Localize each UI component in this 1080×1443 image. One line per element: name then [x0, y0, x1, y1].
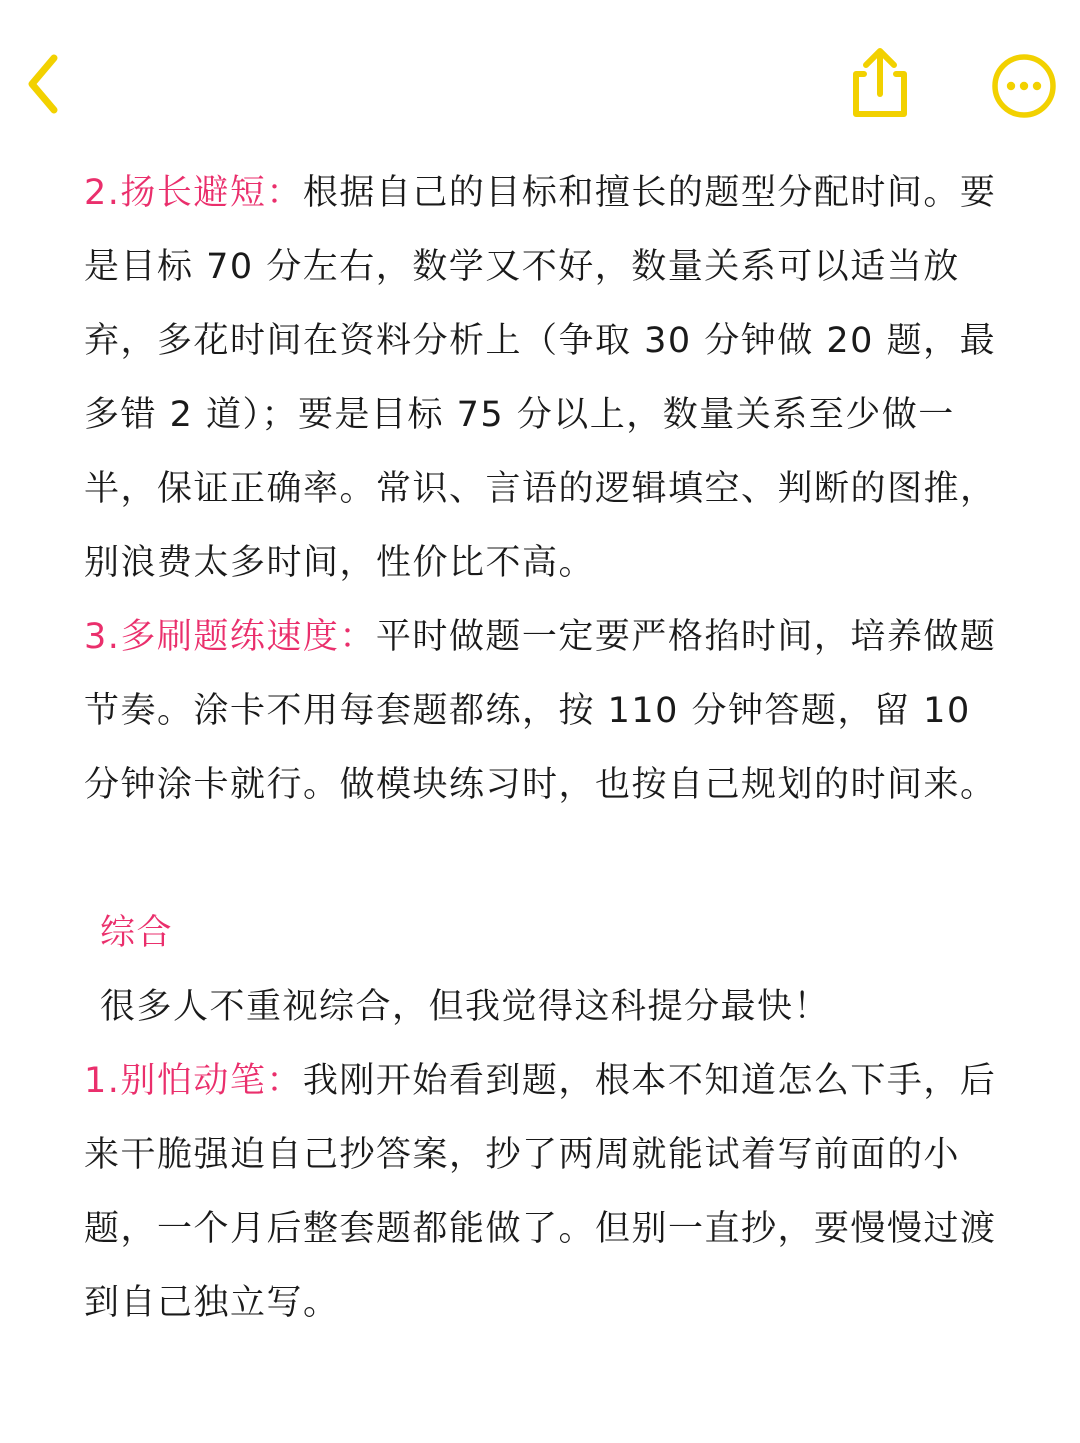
- share-icon: [842, 42, 918, 122]
- chevron-left-icon: [18, 48, 72, 120]
- tip-3-paragraph: [84, 600, 1004, 822]
- section-title: 综合: [100, 913, 174, 953]
- more-horizontal-icon: [988, 50, 1060, 122]
- section-intro: 很多人不重视综合，但我觉得这科提分最快！: [100, 987, 831, 1027]
- more-options-button[interactable]: [988, 50, 1060, 122]
- tip-3-heading: 3.多刷题练速度：: [84, 617, 376, 657]
- section-spacer: [84, 822, 1004, 896]
- tip-1-heading: 1.别怕动笔：: [84, 1061, 303, 1101]
- tip-2-body: 根据自己的目标和擅长的题型分配时间。要是目标 70 分左右，数学又不好，数量关系可以适当放弃，多花时间在资料分析上（争取 30 分钟做 20 题，最多错 2 道）；要是目标 75 分以上，数量关系至少做一半，保证正确率。常识、言语的逻辑填空、判断的图推，别浪费太多时间，性价比不高。: [84, 173, 997, 583]
- top-navigation-bar: [0, 0, 1080, 150]
- tip-1-paragraph: [84, 1044, 1004, 1340]
- tip-1-body: 我刚开始看到题，根本不知道怎么下手，后来干脆强迫自己抄答案，抄了两周就能试着写前面的小题，一个月后整套题都能做了。但别一直抄，要慢慢过渡到自己独立写。: [84, 1061, 997, 1323]
- share-button[interactable]: [842, 42, 918, 122]
- tip-2-paragraph: [84, 156, 1004, 600]
- tip-2-heading: 2.扬长避短：: [84, 173, 303, 213]
- article-content: [84, 156, 1004, 1340]
- back-button[interactable]: [18, 48, 72, 120]
- tip-3-body: 平时做题一定要严格掐时间，培养做题节奏。涂卡不用每套题都练，按 110 分钟答题，留 10 分钟涂卡就行。做模块练习时，也按自己规划的时间来。: [84, 617, 997, 805]
